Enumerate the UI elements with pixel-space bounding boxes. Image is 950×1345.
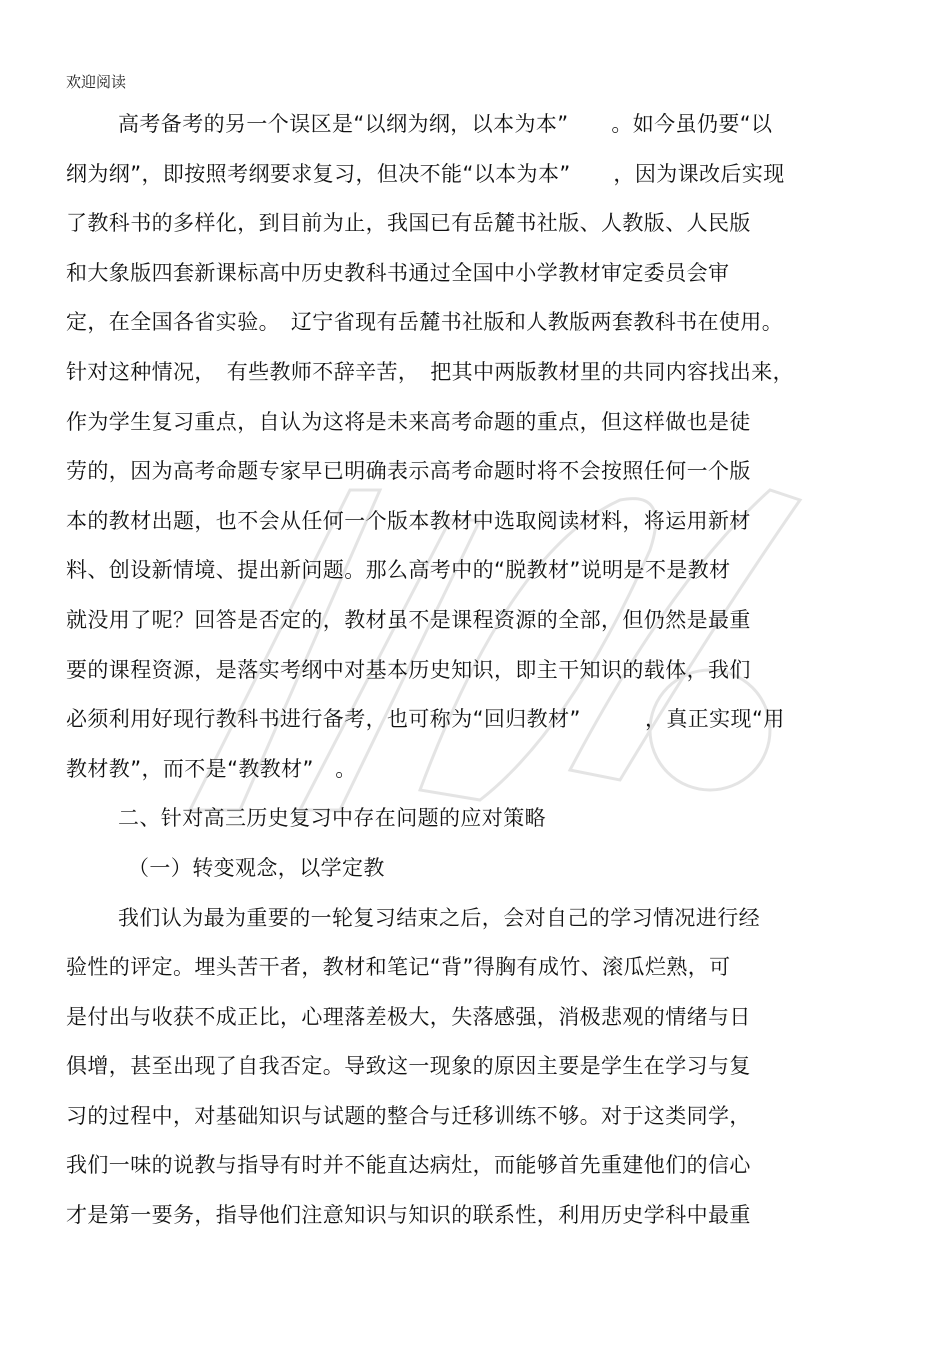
text-line: 俱增，甚至出现了自我否定。导致这一现象的原因主要是学生在学习与复 — [66, 1054, 751, 1079]
text-line: 高考备考的另一个误区是“以纲为纲，以本为本” 。如今虽仍要“以 — [118, 112, 773, 136]
page-header: 欢迎阅读 — [66, 73, 127, 91]
text-line: 是付出与收获不成正比，心理落差极大，失落感强，消极悲观的情绪与日 — [66, 1004, 751, 1029]
text-line: 必须利用好现行教科书进行备考，也可称为“回归教材” ，真正实现“用 — [66, 707, 785, 732]
text-line: 和大象版四套新课标高中历史教科书通过全国中小学教材审定委员会审 — [66, 260, 730, 285]
text-line: 劳的，因为高考命题专家早已明确表示高考命题时将不会按照任何一个版 — [66, 459, 751, 484]
text-line: 定，在全国各省实验。 辽宁省现有岳麓书社版和人教版两套教科书在使用。 — [66, 310, 784, 335]
text-line: 才是第一要务，指导他们注意知识与知识的联系性，利用历史学科中最重 — [66, 1203, 751, 1228]
text-line: 我们认为最为重要的一轮复习结束之后，会对自己的学习情况进行经 — [118, 905, 760, 930]
text-line: 针对这种情况， 有些教师不辞辛苦， 把其中两版教材里的共同内容找出来， — [66, 359, 794, 384]
text-line: 教材教”，而不是“教教材” 。 — [66, 756, 357, 781]
text-line: 要的课程资源，是落实考纲中对基本历史知识，即主干知识的载体，我们 — [66, 657, 751, 682]
text-line: 我们一味的说教与指导有时并不能直达病灶，而能够首先重建他们的信心 — [66, 1153, 751, 1178]
text-line: 料、创设新情境、提出新问题。那么高考中的“脱教材”说明是不是教材 — [66, 558, 731, 583]
document-body — [66, 100, 886, 1241]
text-line: 本的教材出题，也不会从任何一个版本教材中选取阅读材料，将运用新材 — [66, 508, 751, 533]
text-line: 就没用了呢？回答是否定的，教材虽不是课程资源的全部，但仍然是最重 — [66, 607, 751, 632]
text-line: 验性的评定。埋头苦干者，教材和笔记“背”得胸有成竹、滚瓜烂熟，可 — [66, 955, 731, 980]
text-line: 了教科书的多样化，到目前为止，我国已有岳麓书社版、人教版、人民版 — [66, 211, 751, 236]
text-line: 二、针对高三历史复习中存在问题的应对策略 — [118, 806, 546, 831]
text-line: 纲为纲”，即按照考纲要求复习，但决不能“以本为本” ，因为课改后实现 — [66, 161, 785, 186]
text-line: 习的过程中，对基础知识与试题的整合与迁移训练不够。对于这类同学， — [66, 1103, 751, 1128]
text-line: 作为学生复习重点，自认为这将是未来高考命题的重点，但这样做也是徒 — [66, 409, 751, 434]
text-line: （一）转变观念，以学定教 — [128, 855, 385, 880]
